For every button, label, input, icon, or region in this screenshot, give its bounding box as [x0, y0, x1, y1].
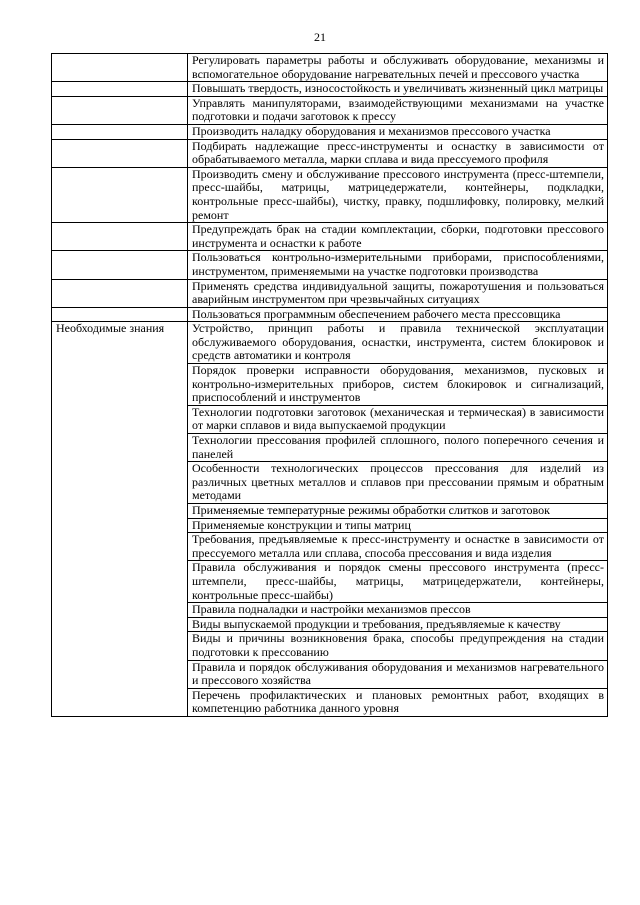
skill-item: Производить наладку оборудования и механизмов прессового участка — [188, 124, 608, 139]
skill-item: Предупреждать брак на стадии комплектации, сборки, подготовки прессового инструмента и оснастки к работе — [188, 223, 608, 251]
row-label-cell — [52, 251, 188, 279]
knowledge-item: Правила обслуживания и порядок смены прессового инструмента (пресс-штемпели, пресс-шайбы, матрицы, матрицедержатели, контейнеры, контрольные пресс-шайбы) — [188, 561, 608, 603]
knowledge-item: Перечень профилактических и плановых ремонтных работ, входящих в компетенцию работника данного уровня — [188, 688, 608, 716]
table-row — [52, 251, 608, 279]
requirements-table — [51, 53, 608, 717]
knowledge-item: Применяемые конструкции и типы матриц — [188, 518, 608, 533]
skill-item: Повышать твердость, износостойкость и увеличивать жизненный цикл матрицы — [188, 82, 608, 97]
row-label-cell — [52, 82, 188, 97]
knowledge-item: Требования, предъявляемые к пресс-инструменту и оснастке в зависимости от прессуемого металла или сплава, способа прессования и вида изделия — [188, 533, 608, 561]
knowledge-item: Виды и причины возникновения брака, способы предупреждения на стадии подготовки к прессованию — [188, 632, 608, 660]
table-row — [52, 124, 608, 139]
skill-item: Регулировать параметры работы и обслуживать оборудование, механизмы и вспомогательное оборудование нагревательных печей и прессового участка — [188, 54, 608, 82]
skill-item: Пользоваться контрольно-измерительными приборами, приспособлениями, инструментом, применяемыми на участке подготовки производства — [188, 251, 608, 279]
row-label-cell — [52, 167, 188, 222]
table-row — [52, 167, 608, 222]
requirements-table-body — [52, 54, 608, 717]
knowledge-item: Порядок проверки исправности оборудования, механизмов, пусковых и контрольно-измерительных приборов, систем блокировок и сигнализаций, приспособлений и инструментов — [188, 364, 608, 406]
skill-item: Подбирать надлежащие пресс-инструменты и оснастку в зависимости от обрабатываемого металла, марки сплава и вида прессуемого профиля — [188, 139, 608, 167]
table-row — [52, 54, 608, 82]
knowledge-item: Виды выпускаемой продукции и требования, предъявляемые к качеству — [188, 617, 608, 632]
knowledge-item: Правила и порядок обслуживания оборудования и механизмов нагревательного и прессового хозяйства — [188, 660, 608, 688]
knowledge-item: Устройство, принцип работы и правила технической эксплуатации обслуживаемого оборудования, оснастки, инструмента, систем блокировок и средств автоматики и контроля — [188, 322, 608, 364]
table-row — [52, 279, 608, 307]
skill-item: Применять средства индивидуальной защиты, пожаротушения и пользоваться аварийным инструментом при чрезвычайных ситуациях — [188, 279, 608, 307]
row-label-cell — [52, 54, 188, 82]
knowledge-item: Правила подналадки и настройки механизмов прессов — [188, 603, 608, 618]
row-label-cell — [52, 279, 188, 307]
table-row — [52, 307, 608, 322]
knowledge-item: Особенности технологических процессов прессования для изделий из различных цветных металлов и сплавов при прессовании прямым и обратным методами — [188, 462, 608, 504]
row-label-cell — [52, 96, 188, 124]
row-label-cell — [52, 124, 188, 139]
row-label-cell — [52, 139, 188, 167]
row-label-cell — [52, 223, 188, 251]
table-row — [52, 82, 608, 97]
table-row — [52, 139, 608, 167]
table-row — [52, 223, 608, 251]
knowledge-item: Технологии прессования профилей сплошного, полого поперечного сечения и панелей — [188, 434, 608, 462]
table-row — [52, 96, 608, 124]
page-number: 21 — [314, 30, 326, 44]
knowledge-item: Применяемые температурные режимы обработки слитков и заготовок — [188, 504, 608, 519]
skill-item: Пользоваться программным обеспечением рабочего места прессовщика — [188, 307, 608, 322]
skill-item: Производить смену и обслуживание прессового инструмента (пресс-штемпели, пресс-шайбы, матрицы, матрицедержатели, контейнеры, подкладки, контрольные пресс-шайбы), чистку, правку, подшлифовку, полировку, мелкий ремонт — [188, 167, 608, 222]
row-label-cell — [52, 307, 188, 322]
table-row — [52, 322, 608, 364]
knowledge-label: Необходимые знания — [52, 322, 188, 717]
skill-item: Управлять манипуляторами, взаимодействующими механизмами на участке подготовки и подачи заготовок к прессу — [188, 96, 608, 124]
knowledge-item: Технологии подготовки заготовок (механическая и термическая) в зависимости от марки сплавов и вида выпускаемой продукции — [188, 405, 608, 433]
